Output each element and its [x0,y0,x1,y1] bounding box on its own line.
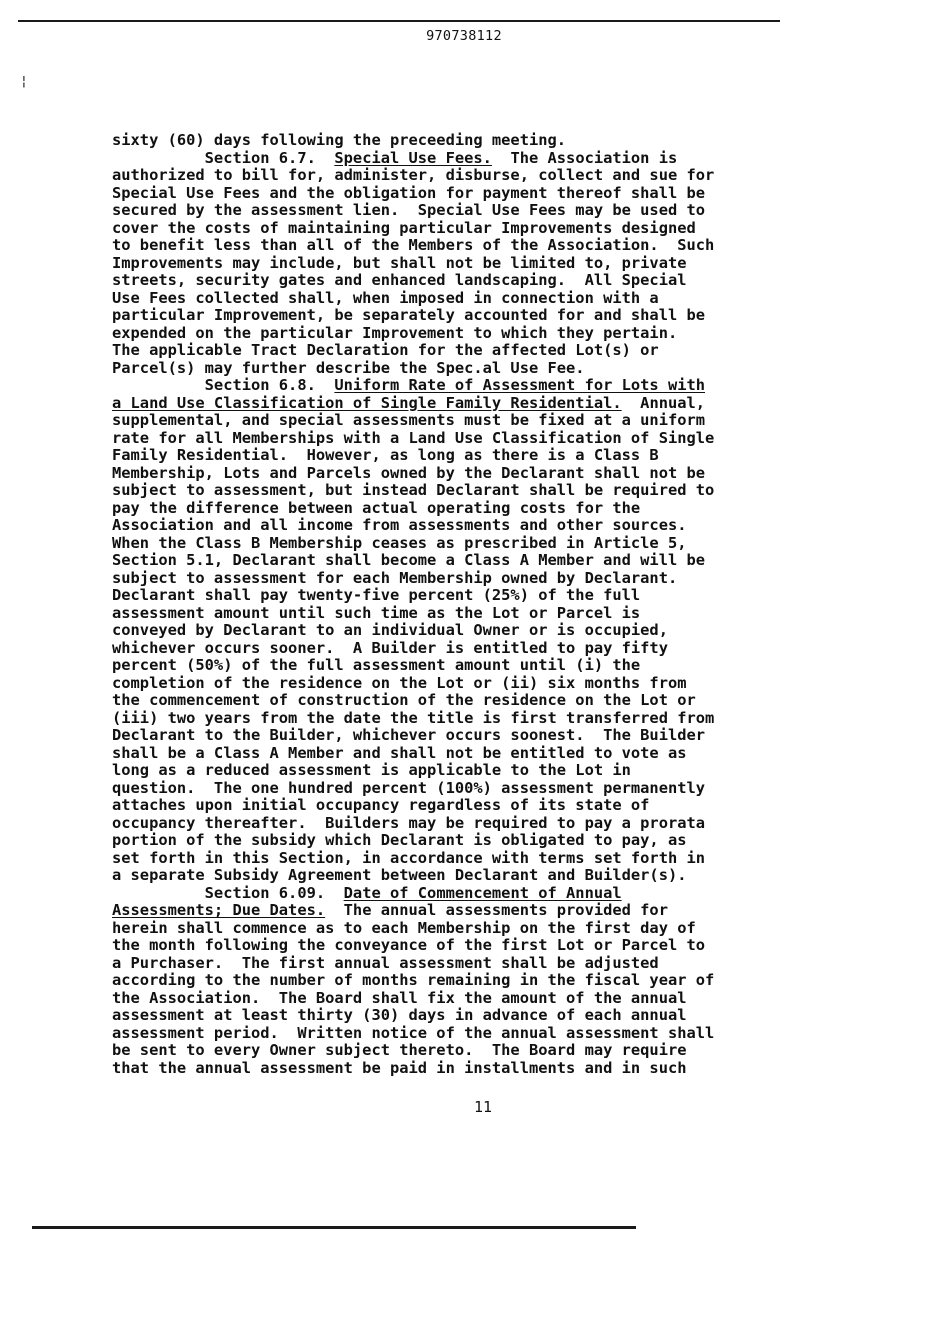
underlined-heading: Assessments; Due Dates. [112,901,326,919]
text-line [112,395,872,413]
text-line [112,517,872,535]
underlined-heading: Date of Commencement of Annual [343,883,622,902]
text-line [112,482,872,500]
text-line [112,920,872,938]
text-line [112,867,872,885]
text-line [112,237,872,255]
text-line [112,342,872,360]
text-line [112,132,872,150]
line-text: according to the number of months remaining in the fiscal year of [112,971,715,989]
line-text: Declarant to the Builder, whichever occurs soonest. The Builder [112,726,706,744]
text-line [112,272,872,290]
line-text: Annual, [621,393,706,412]
line-text: completion of the residence on the Lot or (ii) six months from [112,673,687,692]
text-line [112,500,872,518]
line-text: Declarant shall pay twenty-five percent (25%) of the full [112,586,641,604]
line-text: portion of the subsidy which Declarant is obligated to pay, as [112,831,687,849]
text-line [112,587,872,605]
line-text: herein shall commence as to each Membership on the first day of [112,918,696,937]
text-line [112,377,872,395]
text-line [112,815,872,833]
top-rule [18,20,780,22]
line-text: set forth in this Section, in accordance with terms set forth in [112,848,706,867]
text-line [112,657,872,675]
underlined-heading: Special Use Fees. [334,148,492,167]
line-text: Membership, Lots and Parcels owned by the Declarant shall not be [112,463,706,482]
underlined-heading: a Land Use Classification of Single Family Residential. [112,393,622,412]
text-line [112,307,872,325]
line-text: subject to assessment for each Membership owned by Declarant. [112,568,678,587]
line-text: long as a reduced assessment is applicable to the Lot in [112,761,631,779]
line-text: assessment period. Written notice of the annual assessment shall [112,1023,715,1042]
text-line [112,150,872,168]
text-line [112,710,872,728]
line-text: percent (50%) of the full assessment amount until (i) the [112,656,641,674]
line-text: whichever occurs sooner. A Builder is entitled to pay fifty [112,638,668,657]
text-line [112,937,872,955]
text-line [112,745,872,763]
line-text: the month following the conveyance of the first Lot or Parcel to [112,936,706,954]
page-number: 11 [473,1098,493,1116]
text-line [112,290,872,308]
text-line [112,1025,872,1043]
text-line [112,325,872,343]
line-text: expended on the particular Improvement to which they pertain. [112,323,678,342]
line-text: secured by the assessment lien. Special Use Fees may be used to [112,201,706,219]
text-line [112,762,872,780]
line-text: streets, security gates and enhanced landscaping. All Special [112,271,687,289]
text-line [112,955,872,973]
line-text: assessment at least thirty (30) days in advance of each annual [112,1006,687,1024]
text-line [112,412,872,430]
line-text: that the annual assessment be paid in installments and in such [112,1058,687,1077]
line-text: Family Residential. However, as long as there is a Class B [112,446,659,464]
line-text: the commencement of construction of the residence on the Lot or [112,691,696,709]
line-text: Section 6.8. [112,376,335,394]
text-line [112,850,872,868]
line-text: Section 6.09. [112,883,344,902]
text-line [112,570,872,588]
text-line [112,832,872,850]
line-text: Use Fees collected shall, when imposed in connection with a [112,288,659,307]
line-text: particular Improvement, be separately accounted for and shall be [112,306,706,324]
line-text: (iii) two years from the date the title is first transferred from [112,708,715,727]
text-line [112,360,872,378]
document-number: 970738112 [426,28,502,44]
line-text: question. The one hundred percent (100%) assessment permanently [112,778,706,797]
text-line [112,972,872,990]
line-text: subject to assessment, but instead Declarant shall be required to [112,481,715,499]
text-line [112,605,872,623]
text-line [112,727,872,745]
line-text: shall be a Class A Member and shall not be entitled to vote as [112,743,687,762]
text-line [112,255,872,273]
text-line [112,1042,872,1060]
line-text: to benefit less than all of the Members of the Association. Such [112,236,715,254]
text-line [112,1007,872,1025]
text-line [112,535,872,553]
text-line [112,622,872,640]
line-text: occupancy thereafter. Builders may be required to pay a prorata [112,813,706,832]
line-text: Improvements may include, but shall not be limited to, private [112,253,687,272]
line-text: The applicable Tract Declaration for the affected Lot(s) or [112,341,659,359]
text-line [112,202,872,220]
text-line [112,990,872,1008]
text-line [112,885,872,903]
line-text: The annual assessments provided for [325,901,668,919]
text-line [112,692,872,710]
line-text: authorized to bill for, administer, disburse, collect and sue for [112,166,715,184]
line-text: assessment amount until such time as the Lot or Parcel is [112,603,641,622]
text-line [112,797,872,815]
line-text: a separate Subsidy Agreement between Declarant and Builder(s). [112,866,687,884]
text-line [112,552,872,570]
line-text: Section 6.7. [112,148,335,167]
margin-mark: ¦ [20,74,28,89]
line-text: rate for all Memberships with a Land Use Classification of Single [112,428,715,447]
text-line [112,430,872,448]
line-text: conveyed by Declarant to an individual Owner or is occupied, [112,621,668,639]
text-line [112,220,872,238]
line-text: The Association is [491,148,678,167]
line-text: When the Class B Membership ceases as prescribed in Article 5, [112,533,687,552]
text-line [112,640,872,658]
line-text: Section 5.1, Declarant shall become a Class A Member and will be [112,551,706,569]
text-line [112,167,872,185]
text-line [112,1060,872,1078]
line-text: attaches upon initial occupancy regardless of its state of [112,796,650,814]
line-text: Special Use Fees and the obligation for payment thereof shall be [112,183,706,202]
text-line [112,902,872,920]
bottom-rule [32,1226,636,1229]
line-text: a Purchaser. The first annual assessment shall be adjusted [112,953,659,972]
line-text: Parcel(s) may further describe the Spec.al Use Fee. [112,358,585,377]
line-text: sixty (60) days following the preceeding meeting. [112,131,567,149]
text-line [112,675,872,693]
line-text: supplemental, and special assessments must be fixed at a uniform [112,411,706,429]
text-line [112,185,872,203]
line-text: the Association. The Board shall fix the amount of the annual [112,988,687,1007]
line-text: be sent to every Owner subject thereto. The Board may require [112,1041,687,1059]
text-line [112,447,872,465]
text-line [112,780,872,798]
line-text: cover the costs of maintaining particular Improvements designed [112,218,696,237]
line-text: pay the difference between actual operating costs for the [112,498,641,517]
text-line [112,465,872,483]
document-body [112,132,872,1077]
underlined-heading: Uniform Rate of Assessment for Lots with [334,376,706,394]
line-text: Association and all income from assessments and other sources. [112,516,687,534]
